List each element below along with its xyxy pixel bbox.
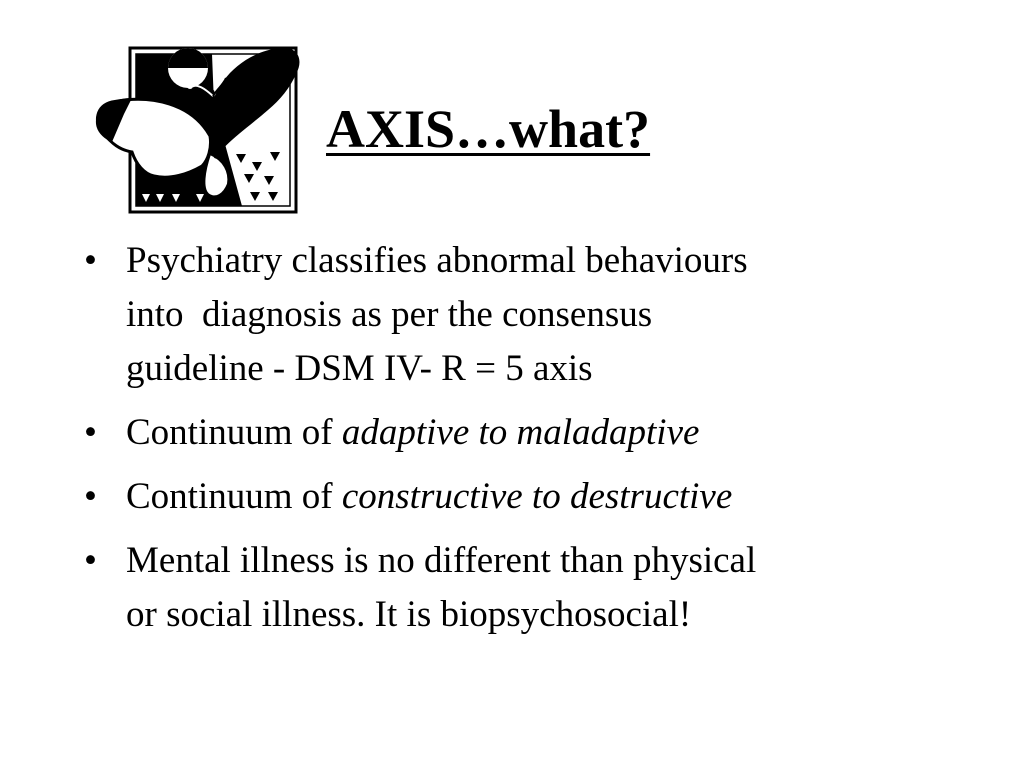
bullet-marker: • — [84, 476, 97, 517]
bullet-text-line: into diagnosis as per the consensus — [126, 294, 653, 335]
bullet-marker: • — [84, 540, 97, 581]
butterfly-logo-icon — [92, 44, 304, 216]
bullet-item — [84, 406, 934, 460]
bullet-item — [84, 234, 934, 396]
bullet-text: Continuum of — [126, 412, 342, 453]
bullet-text-line: or social illness. It is biopsychosocial! — [126, 594, 692, 635]
bullet-text-line: Mental illness is no different than physical — [126, 540, 757, 581]
bullet-emphasis: adaptive to maladaptive — [341, 412, 700, 453]
bullet-item — [84, 470, 934, 524]
bullet-text-line: Psychiatry classifies abnormal behaviours — [126, 240, 748, 281]
bullet-item — [84, 534, 934, 642]
slide-title: AXIS…what? — [326, 99, 651, 159]
bullet-text-line: guideline - DSM IV- R = 5 axis — [126, 348, 593, 389]
bullet-marker: • — [84, 240, 97, 281]
bullet-marker: • — [84, 412, 97, 453]
bullet-text: Continuum of — [126, 476, 342, 517]
bullet-emphasis: constructive to destructive — [341, 476, 733, 517]
bullet-list — [84, 234, 934, 652]
